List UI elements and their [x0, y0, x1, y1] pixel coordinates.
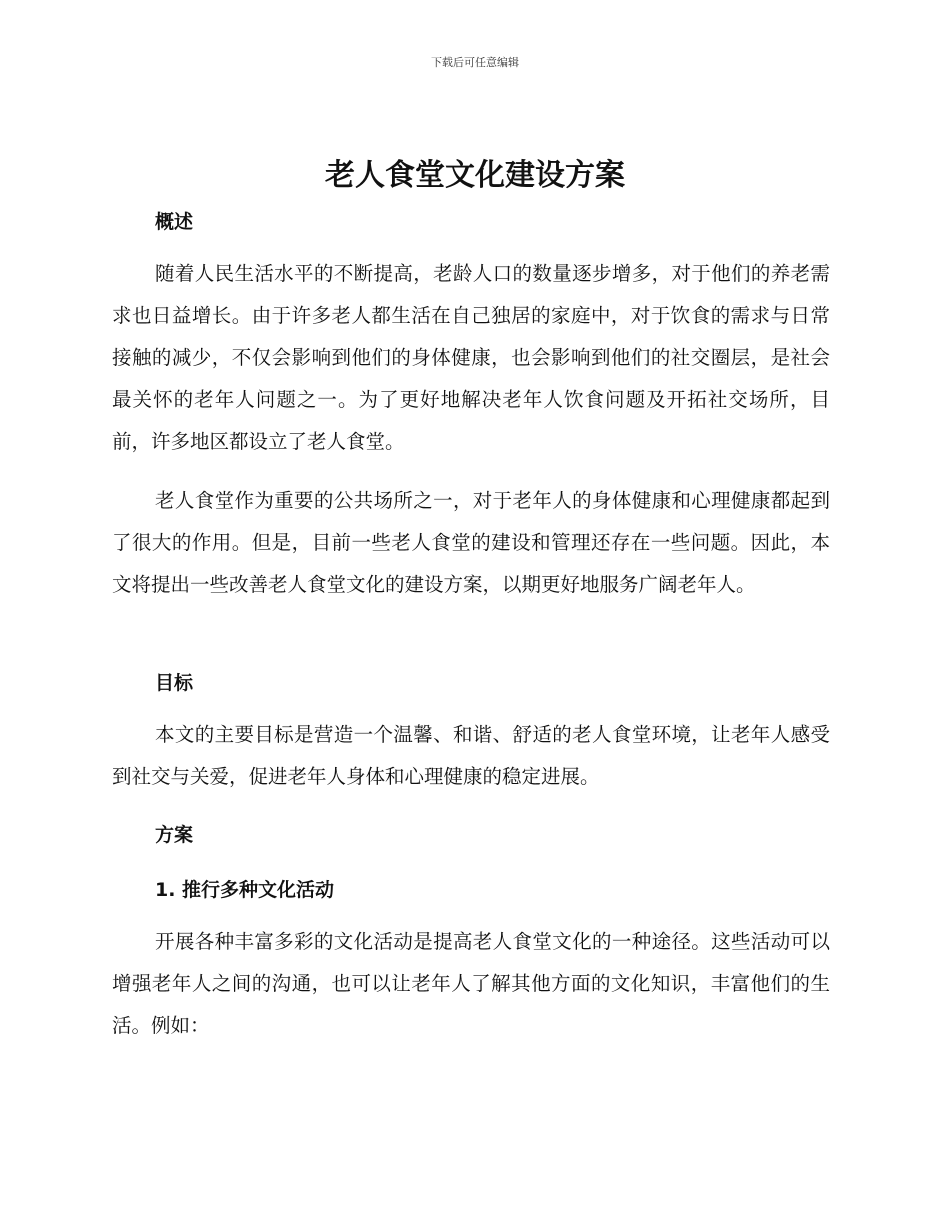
section-heading-goal: 目标	[155, 672, 194, 694]
section-heading-plan: 方案	[155, 824, 194, 846]
goal-paragraph: 本文的主要目标是营造一个温馨、和谐、舒适的老人食堂环境，让老年人感受到社交与关爱，促进老年人身体和心理健康的稳定进展。	[112, 723, 830, 788]
overview-paragraph-1: 随着人民生活水平的不断提高，老龄人口的数量逐步增多，对于他们的养老需求也日益增长。由于许多老人都生活在自己独居的家庭中，对于饮食的需求与日常接触的减少，不仅会影响到他们的身体健康，也会影响到他们的社交圈层，是社会最关怀的老年人问题之一。为了更好地解决老年人饮食问题及开拓社交场所，目前，许多地区都设立了老人食堂。	[112, 262, 830, 453]
overview-paragraph-2: 老人食堂作为重要的公共场所之一，对于老年人的身体健康和心理健康都起到了很大的作用。但是，目前一些老人食堂的建设和管理还存在一些问题。因此，本文将提出一些改善老人食堂文化的建设方案，以期更好地服务广阔老年人。	[112, 489, 830, 596]
plan-paragraph: 开展各种丰富多彩的文化活动是提高老人食堂文化的一种途径。这些活动可以增强老年人之间的沟通，也可以让老年人了解其他方面的文化知识，丰富他们的生活。例如：	[112, 930, 830, 1037]
section-heading-overview: 概述	[155, 211, 194, 233]
sub-heading-cultural-activities: 1. 推行多种文化活动	[155, 879, 335, 901]
document-title: 老人食堂文化建设方案	[325, 158, 625, 193]
header-note: 下载后可任意编辑	[431, 56, 519, 69]
